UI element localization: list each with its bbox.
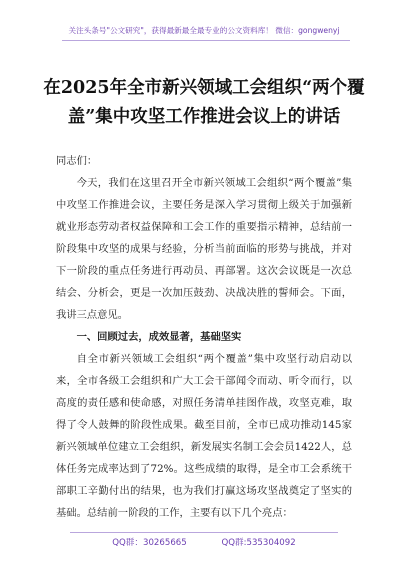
document-title: 在2025年全市新兴领域工会组织“两个覆盖”集中攻坚工作推进会议上的讲话 [43,78,365,127]
paragraph-intro: 今天，我们在这里召开全市新兴领域工会组织“两个覆盖”集中攻坚工作推进会议，主要任务是深入学习贯彻上级关于加强新就业形态劳动者权益保障和工会工作的重要指示精神，总结前一阶段集中攻坚的成果与经验，分析当前面临的形势与挑战，并对下一阶段的重点任务进行再动员、再部署。这次会议既是一次总结会、分析会，更是一次加压鼓劲、决战决胜的誓师会。下面，我讲三点意见。 [56,177,352,321]
banner-divider [62,40,350,41]
qq-group-2: QQ群:535304092 [221,538,296,548]
paragraph-review: 自全市新兴领域工会组织“两个覆盖”集中攻坚行动启动以来，全市各级工会组织和广大工会干部闻令而动、听令而行，以高度的责任感和使命感，对照任务清单挂图作战，攻坚克难，取得了令人鼓舞的阶段性成果。截至目前，全市已成功推动145家新兴领域单位建立工会组织，新发展实名制工会会员1422人，总体任务完成率达到了72%。这些成绩的取得，是全市工会系统干部职工辛勤付出的结果，也为我们打赢这场攻坚战奠定了坚实的基础。总结前一阶段的工作，主要有以下几个亮点： [56,353,352,519]
qq-group-1: QQ群：30265665 [112,538,187,548]
section-heading-1: 一、回顾过去，成效显著，基础坚实 [76,331,242,343]
document-body [56,150,352,524]
footer-contacts [0,536,408,548]
footer-divider [70,532,338,533]
header-banner [0,0,408,62]
banner-text: 关注头条号"公文研究"，获得最新最全最专业的公文资料库！ 微信：gongwenyj [68,26,340,35]
salutation: 同志们： [56,155,98,167]
